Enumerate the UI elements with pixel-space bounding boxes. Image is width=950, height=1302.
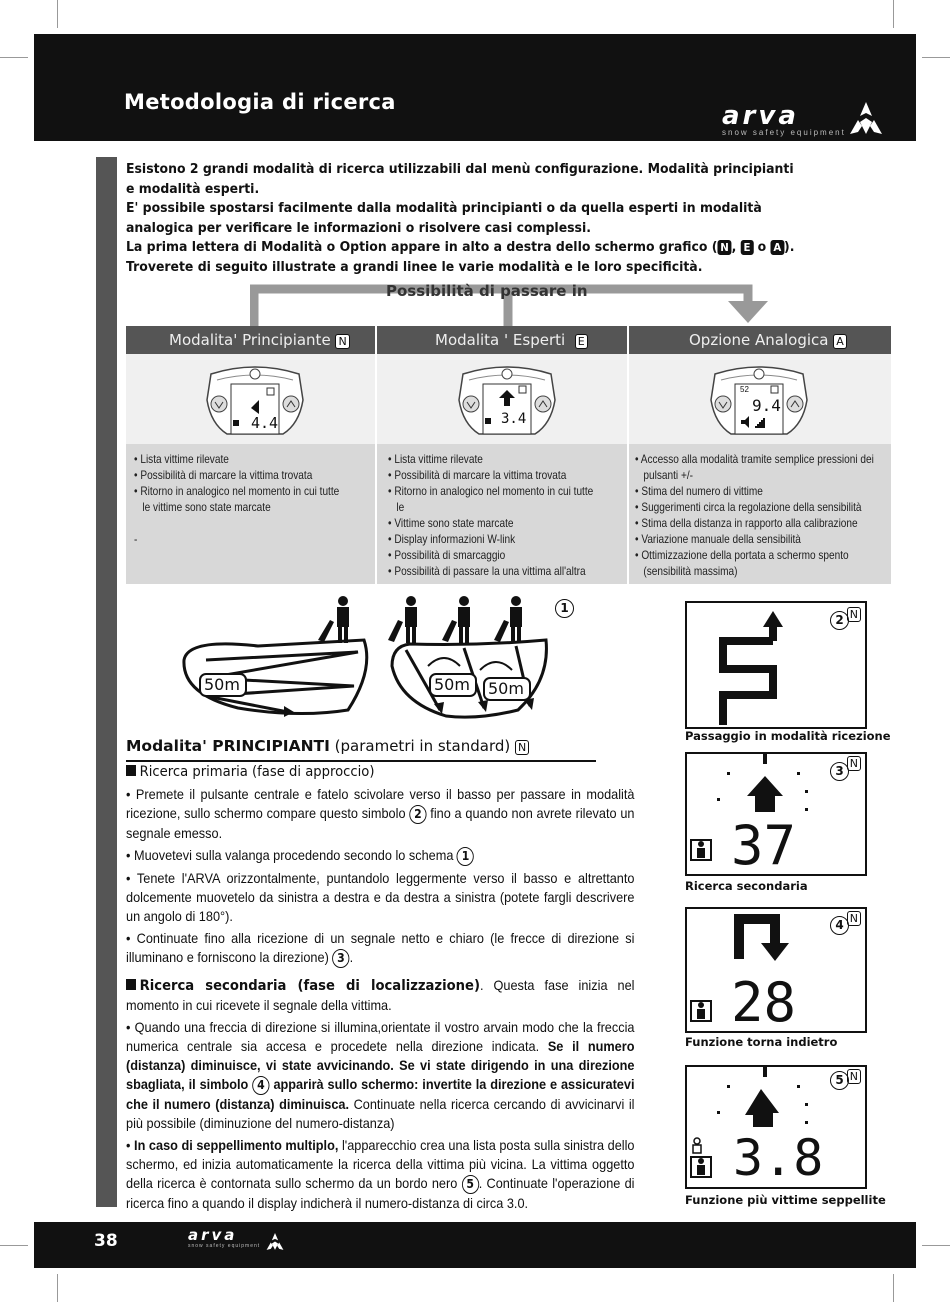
screen-caption: Ricerca secondaria	[685, 879, 808, 893]
mode-title-expert: Modalita ' Esperti E	[435, 331, 588, 349]
list-item: • Ritorno in analogico nel momento in cui tutte le vittime sono state marcate	[134, 483, 340, 515]
list-item: • Accesso alla modalità tramite semplice pressioni dei pulsanti +/-	[635, 451, 887, 483]
key-n-icon: N	[335, 334, 349, 349]
list-item: • Lista vittime rilevate	[134, 451, 340, 467]
paragraph: • Continuate fino alla ricezione di un segnale netto e chiaro (le frecce di direzione si illuminano e forniscono la direzione) 3 .	[126, 929, 634, 968]
intro-line-2: E' possibile spostarsi facilmente dalla modalità principianti o da quella esperti in modalità analogica per verificare le informazioni o risolvere casi complessi.	[126, 201, 762, 236]
footer-brand-tagline: snow safety equipment	[188, 1243, 261, 1249]
key-n-icon: N	[847, 607, 861, 622]
mode-list-expert	[388, 451, 594, 579]
device-icon	[455, 364, 559, 440]
person-icon	[494, 596, 522, 643]
list-item: • Stima del numero di vittime	[635, 483, 887, 499]
list-item: • Stima della distanza in rapporto alla calibrazione	[635, 515, 887, 531]
list-item: • Ottimizzazione della portata a schermo spento (sensibilità massima)	[635, 547, 887, 579]
device-beginner	[203, 364, 307, 445]
key-n-icon: N	[847, 1069, 861, 1084]
crop-mark	[57, 1274, 58, 1302]
body-text	[126, 763, 634, 1216]
mode-list-beginner	[134, 451, 340, 547]
key-a-icon: A	[833, 334, 847, 349]
list-item: • Possibilità di marcare la vittima trovata	[134, 467, 340, 483]
footer-logo	[188, 1228, 260, 1249]
person-icon	[388, 596, 417, 643]
screen-number: 3	[830, 762, 849, 781]
column-divider	[375, 326, 377, 584]
screen-caption: Funzione più vittime seppellite	[685, 1193, 886, 1207]
crop-mark	[893, 0, 894, 28]
footer-emblem-icon	[264, 1232, 286, 1252]
key-n-icon: N	[847, 911, 861, 926]
list-item: • Vittime sono state marcate	[388, 515, 594, 531]
page-number: 38	[94, 1231, 118, 1251]
list-item: • Ritorno in analogico nel momento in cui tutte le	[388, 483, 594, 515]
column-divider	[627, 326, 629, 584]
device-analog	[707, 364, 811, 445]
crop-mark	[893, 1274, 894, 1302]
search-pattern-diagram	[178, 590, 578, 730]
mode-title-beginner: Modalita' Principiante N	[169, 331, 350, 349]
device-expert	[455, 364, 559, 445]
page-title: Metodologia di ricerca	[124, 90, 396, 114]
diagram-label: 50m	[488, 679, 524, 698]
crop-mark	[0, 57, 28, 58]
diagram-label: 50m	[434, 675, 470, 694]
screen-number: 2	[830, 611, 849, 630]
mode-title-analog: Opzione Analogica A	[689, 331, 847, 349]
section-rule	[126, 760, 596, 762]
brand-tagline: snow safety equipment	[722, 128, 846, 137]
paragraph: • Muovetevi sulla valanga procedendo secondo lo schema 1	[126, 846, 634, 866]
diagram-number: 1	[555, 599, 574, 618]
intro-line-3: La prima lettera di Modalità o Option appare in alto a destra dello schermo grafico ( N , E o A ).	[126, 240, 795, 255]
brand-emblem-icon	[846, 100, 886, 138]
intro-line-4: Troverete di seguito illustrate a grandi linee le varie modalità e le loro specificità.	[126, 259, 703, 275]
list-item: • Possibilità di passare la una vittima all'altra	[388, 563, 594, 579]
subheading-primary: Ricerca primaria (fase di approccio)	[126, 763, 634, 782]
paragraph: • Premete il pulsante centrale e fatelo scivolare verso il basso per passare in modalità ricezione, sullo schermo compare questo simbolo 2 fino a quando non avrete rilevato un segnale emesso.	[126, 786, 635, 841]
paragraph: • Quando una freccia di direzione si illumina,orientate il vostro arvain modo che la freccia numerica centrale sia accesa e procedete nella direzione indicata. Se il numero (distanza) diminuisce, vi state avvicinando. Se vi state dirigendo in una direzione sbagliata, il simbolo 4 apparirà sullo schermo: invertite la direzione e assicuratevi che il numero (distanza) diminuisca. Continuate nella ricerca cercando di avvicinarvi il più possibile (diminuzione del numero-distanza)	[126, 1019, 635, 1131]
key-n-icon: N	[515, 740, 529, 755]
key-e-icon: E	[741, 240, 754, 255]
screen-caption: Passaggio in modalità ricezione	[685, 729, 891, 743]
switch-label: Possibilità di passare in	[386, 282, 588, 300]
key-n-icon: N	[718, 240, 732, 255]
device-screen-value: 3.4	[501, 411, 527, 427]
mode-list-analog	[635, 451, 887, 579]
section-title: Modalita' PRINCIPIANTI (parametri in standard) N	[126, 737, 529, 755]
diagram-label: 50m	[204, 675, 240, 694]
screen-number: 5	[830, 1071, 849, 1090]
paragraph: • In caso di seppellimento multiplo, l'apparecchio crea una lista posta sulla sinistra dello schermo, ed inizia automaticamente la ricerca della vittima più vicina. La vittima oggetto della ricerca è contornata sullo schermo da un bordo nero 5 . Continuate l'operazione di ricerca fino a quando il display indicherà il numero-distanza di circa 3.0.	[126, 1137, 635, 1211]
intro-line-1: Esistono 2 grandi modalità di ricerca utilizzabili dal menù configurazione. Modalità principianti e modalità esperti.	[126, 162, 794, 197]
list-trailing: -	[134, 532, 138, 546]
person-icon	[318, 596, 349, 643]
list-item: • Possibilità di smarcaggio	[388, 547, 594, 563]
screen-distance: 28	[731, 971, 797, 1034]
brand-logo	[722, 101, 846, 137]
device-screen-value: 4.4	[251, 414, 279, 432]
list-item: • Display informazioni W-link	[388, 531, 594, 547]
crop-mark	[0, 1245, 28, 1246]
person-icon	[442, 596, 470, 643]
footer-brand-word: arva	[188, 1226, 238, 1244]
crop-mark	[922, 1245, 950, 1246]
device-screen-small: 52	[740, 385, 749, 394]
key-n-icon: N	[847, 756, 861, 771]
key-a-icon: A	[771, 240, 784, 255]
list-item: • Suggerimenti circa la regolazione della sensibilità	[635, 499, 887, 515]
key-e-icon: E	[575, 334, 588, 349]
side-bar	[96, 157, 117, 1207]
device-screen-value: 9.4	[752, 396, 781, 415]
paragraph: • Tenete l'ARVA orizzontalmente, puntandolo leggermente verso il basso e altrettanto dolcemente muovetelo da sinistra a destra e da destra a sinistra (potete fargli descrivere un angolo di 180°).	[126, 870, 635, 924]
screen-number: 4	[830, 916, 849, 935]
crop-mark	[57, 0, 58, 28]
brand-word: arva	[722, 101, 799, 131]
crop-mark	[922, 57, 950, 58]
header-bar	[34, 34, 916, 141]
screen-distance: 3.8	[733, 1129, 824, 1187]
list-item: • Possibilità di marcare la vittima trovata	[388, 467, 594, 483]
list-item: • Variazione manuale della sensibilità	[635, 531, 887, 547]
list-item: • Lista vittime rilevate	[388, 451, 594, 467]
screen-distance: 37	[731, 814, 797, 877]
paragraph: Ricerca secondaria (fase di localizzazione). Questa fase inizia nel momento in cui ricevete il segnale della vittima.	[126, 977, 635, 1013]
footer-bar	[34, 1222, 916, 1268]
screen-caption: Funzione torna indietro	[685, 1035, 838, 1049]
intro-text	[126, 160, 805, 277]
